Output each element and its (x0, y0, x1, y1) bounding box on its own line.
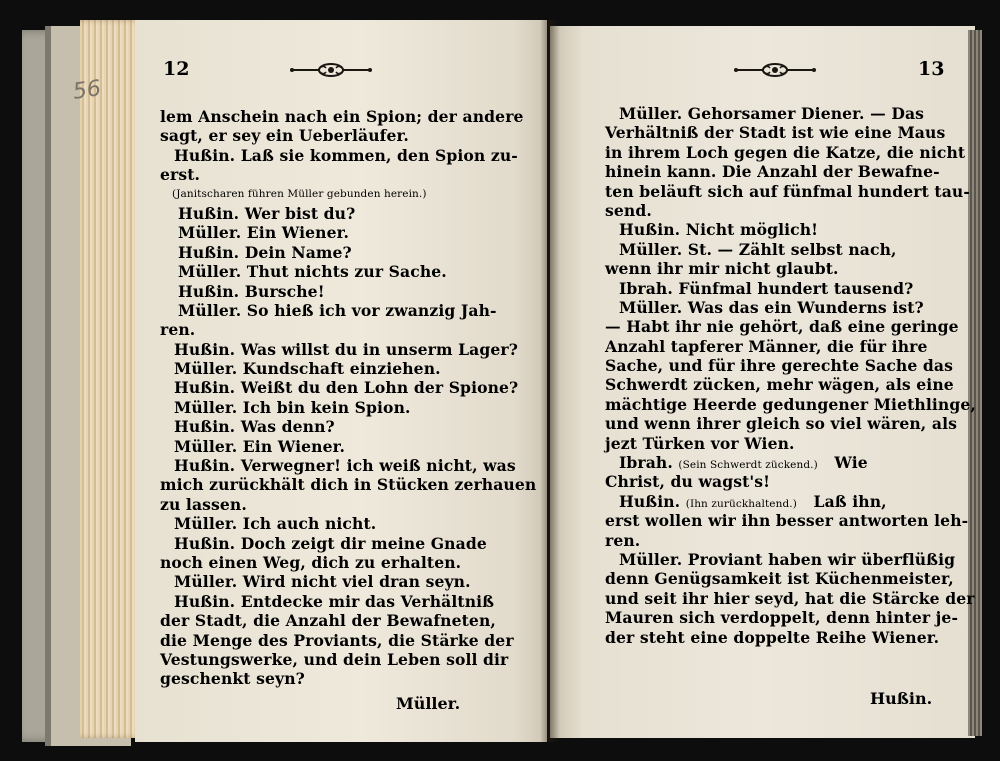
line-text: Müller. Gehorsamer Diener. — Das (619, 104, 925, 123)
left-ornament-icon (290, 62, 372, 78)
line-text-after: Wie (817, 453, 868, 473)
line-text: ren. (160, 320, 196, 340)
line-text: Müller. Proviant haben wir überflüßig (619, 549, 956, 569)
line-text: Hußin. Wer bist du? (178, 203, 356, 223)
text-line (160, 456, 536, 475)
text-line (605, 550, 976, 569)
line-text: Müller. Kundschaft einziehen. (174, 359, 441, 379)
text-line (605, 569, 976, 588)
left-page-number: 12 (163, 58, 190, 80)
text-line (605, 375, 976, 394)
line-text: erst wollen wir ihn besser antworten leh- (605, 511, 969, 531)
text-line (160, 243, 536, 262)
text-line (605, 356, 976, 375)
text-line (605, 453, 976, 472)
text-line (160, 378, 536, 397)
text-line (160, 107, 536, 126)
line-text: Müller. Wird nicht viel dran seyn. (174, 572, 471, 592)
line-text: geschenkt seyn? (160, 669, 305, 689)
right-page-text (605, 104, 976, 647)
line-text: Hußin. Laß sie kommen, den Spion zu- (174, 145, 518, 165)
text-line (605, 395, 976, 414)
line-text: Sache, und für ihre gerechte Sache das (605, 356, 953, 376)
line-text: lem Anschein nach ein Spion; der andere (160, 107, 524, 126)
text-line (605, 201, 976, 220)
left-catchword: Müller. (396, 694, 461, 713)
text-line (605, 434, 976, 453)
text-line (160, 320, 536, 339)
line-text: in ihrem Loch gegen die Katze, die nicht (605, 142, 966, 162)
text-line (605, 143, 976, 162)
line-text: Hußin. Entdecke mir das Verhältniß (174, 591, 495, 611)
text-line (160, 495, 536, 514)
line-text: Müller. Was das ein Wunderns ist? (619, 297, 924, 317)
text-line (160, 669, 536, 688)
text-line (605, 414, 976, 433)
text-line (605, 259, 976, 278)
line-text: noch einen Weg, dich zu erhalten. (160, 552, 462, 572)
line-text: und seit ihr hier seyd, hat die Stärcke der (605, 588, 975, 608)
text-line (605, 162, 976, 181)
line-text: Müller. Ein Wiener. (178, 223, 350, 243)
text-line (605, 628, 976, 647)
line-text: Vestungswerke, und dein Leben soll dir (160, 649, 509, 669)
line-text: Müller. So hieß ich vor zwanzig Jah- (178, 300, 497, 320)
book-gutter (540, 20, 560, 742)
line-text: send. (605, 200, 652, 220)
line-text: Müller. Ein Wiener. (174, 436, 346, 456)
line-text: der steht eine doppelte Reihe Wiener. (605, 627, 940, 647)
text-line (160, 592, 536, 611)
text-line (605, 472, 976, 491)
text-line (160, 223, 536, 242)
text-line (160, 301, 536, 320)
stage-direction: (Ihn zurückhaltend.) (685, 497, 797, 510)
line-text: wenn ihr mir nicht glaubt. (605, 259, 839, 279)
line-text: Hußin. Weißt du den Lohn der Spione? (174, 378, 519, 398)
line-text: Hußin. (619, 491, 686, 511)
line-text: Hußin. Bursche! (178, 281, 325, 301)
text-line (160, 398, 536, 417)
pencil-note: 56 (71, 76, 103, 105)
left-page-text (160, 107, 536, 689)
text-line (160, 631, 536, 650)
text-line (605, 182, 976, 201)
text-line (160, 534, 536, 553)
line-text: Schwerdt zücken, mehr wägen, als eine (605, 375, 954, 395)
line-text: mich zurückhält dich in Stücken zerhauen (160, 475, 537, 495)
text-line (605, 279, 976, 298)
line-text: sagt, er sey ein Ueberläufer. (160, 126, 409, 146)
line-text-after: Laß ihn, (796, 491, 887, 511)
line-text: jezt Türken vor Wien. (605, 433, 795, 453)
line-text: — Habt ihr nie gehört, daß eine geringe (605, 317, 959, 337)
text-line (160, 262, 536, 281)
text-line (160, 359, 536, 378)
line-text: der Stadt, die Anzahl der Bewafneten, (160, 611, 496, 631)
line-text: Hußin. Dein Name? (178, 242, 352, 262)
text-line (605, 511, 976, 530)
text-line (605, 220, 976, 239)
text-line (160, 204, 536, 223)
line-text: Hußin. Nicht möglich! (619, 220, 819, 240)
text-line (160, 165, 536, 184)
line-text: Ibrah. Fünfmal hundert tausend? (619, 278, 914, 298)
right-ornament-icon (734, 62, 816, 78)
line-text: zu lassen. (160, 494, 247, 514)
line-text: Müller. Ich auch nicht. (174, 514, 377, 534)
text-line (605, 240, 976, 259)
text-line (605, 531, 976, 550)
text-line (605, 317, 976, 336)
text-line (160, 282, 536, 301)
text-line (160, 514, 536, 533)
text-line (605, 492, 976, 511)
text-line (605, 123, 976, 142)
line-text: Verhältniß der Stadt ist wie eine Maus (605, 123, 946, 143)
line-text: und wenn ihrer gleich so viel wären, als (605, 414, 957, 434)
line-text: Mauren sich verdoppelt, denn hinter je- (605, 608, 959, 628)
line-text: Hußin. Verwegner! ich weiß nicht, was (174, 456, 516, 476)
line-text: Hußin. Doch zeigt dir meine Gnade (174, 533, 487, 553)
line-text: mächtige Heerde gedungener Miethlinge, (605, 394, 976, 414)
text-line (160, 553, 536, 572)
text-line (160, 475, 536, 494)
line-text: denn Genügsamkeit ist Küchenmeister, (605, 569, 954, 589)
line-text: Müller. St. — Zählt selbst nach, (619, 239, 897, 259)
text-line (605, 608, 976, 627)
stage-direction: (Sein Schwerdt zückend.) (678, 459, 818, 472)
line-text: Müller. Thut nichts zur Sache. (178, 262, 447, 282)
text-line (160, 340, 536, 359)
line-text: die Menge des Proviants, die Stärke der (160, 630, 514, 650)
text-line (160, 126, 536, 145)
line-text: Müller. Ich bin kein Spion. (174, 397, 411, 417)
line-text: ten beläuft sich auf fünfmal hundert tau- (605, 181, 970, 201)
text-line (160, 417, 536, 436)
text-line (605, 337, 976, 356)
line-text: Christ, du wagst's! (605, 472, 771, 492)
text-line (160, 185, 536, 204)
text-line (160, 650, 536, 669)
line-text: (Janitscharen führen Müller gebunden herein.) (172, 187, 427, 200)
line-text: Hußin. Was willst du in unserm Lager? (174, 339, 518, 359)
line-text: Anzahl tapferer Männer, die für ihre (605, 336, 928, 356)
line-text: Ibrah. (619, 453, 679, 473)
text-line (160, 572, 536, 591)
text-line (605, 104, 976, 123)
text-line (605, 589, 976, 608)
text-line (160, 611, 536, 630)
text-line (160, 146, 536, 165)
line-text: erst. (160, 165, 201, 185)
line-text: ren. (605, 530, 641, 550)
text-line (160, 437, 536, 456)
right-page-number: 13 (918, 58, 945, 80)
right-catchword: Hußin. (870, 689, 933, 708)
line-text: hinein kann. Die Anzahl der Bewafne- (605, 162, 940, 182)
line-text: Hußin. Was denn? (174, 417, 335, 437)
text-line (605, 298, 976, 317)
